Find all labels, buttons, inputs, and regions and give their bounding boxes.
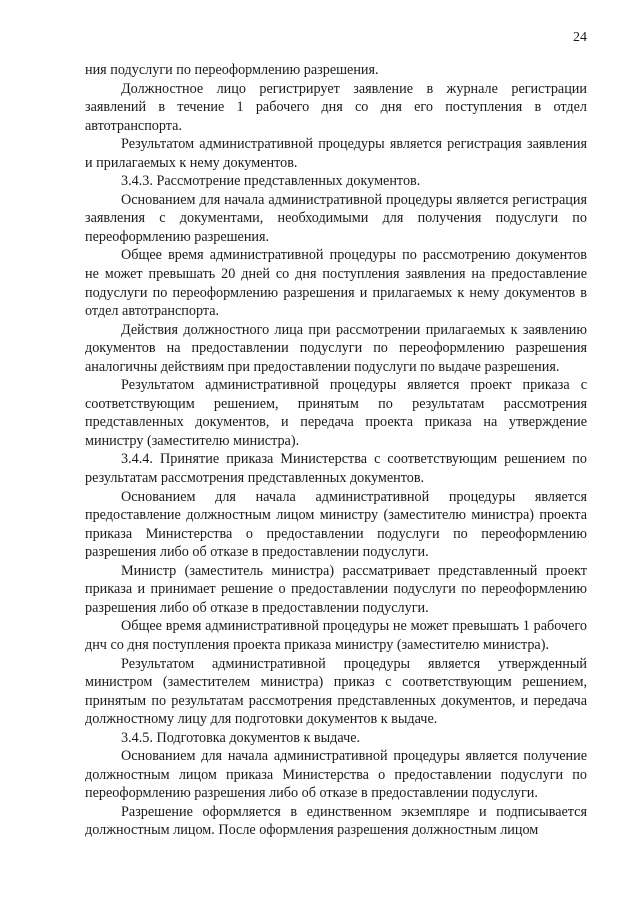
paragraph: Основанием для начала административной процедуры является предоставление должностным лицом министру (заместителю министра) проекта приказа Министерства о предоставлении подуслуги по переоформлению разрешения либо об отказе в предоставлении подуслуги.	[85, 488, 587, 561]
section-heading-3-4-5: 3.4.5. Подготовка документов к выдаче.	[121, 729, 361, 746]
paragraph: Должностное лицо регистрирует заявление в журнале регистрации заявлений в течение 1 рабочего дня со дня его поступления в отдел автотранспорта.	[85, 80, 587, 134]
paragraph: Общее время административной процедуры по рассмотрению документов не может превышать 20 дней со дня поступления заявления на предоставление подуслуги по переоформлению разрешения и прилагаемых к нему документов в отдел автотранспорта.	[85, 247, 587, 320]
paragraph: Результатом административной процедуры является утвержденный министром (заместителем министра) приказ с соответствующим решением, принятым по результатам рассмотрения представленных документов, и передача должностному лицу для подготовки документов к выдаче.	[85, 655, 587, 728]
section-heading-3-4-3: 3.4.3. Рассмотрение представленных документов.	[121, 173, 421, 190]
page-number: 24	[573, 30, 587, 45]
paragraph: Действия должностного лица при рассмотрении прилагаемых к заявлению документов на предоставлении подуслуги по переоформлению разрешения аналогичны действиям при предоставлении подуслуги по выдаче разрешения.	[85, 321, 587, 375]
paragraph: Общее время административной процедуры не может превышать 1 рабочего днч со дня поступления проекта приказа министру (заместителю министра).	[85, 618, 587, 653]
paragraph: Основанием для начала административной процедуры является получение должностным лицом приказа Министерства о предоставлении подуслуги по переоформлению разрешения либо об отказе в предоставлении подуслуги.	[85, 748, 587, 802]
paragraph: Результатом административной процедуры является регистрация заявления и прилагаемых к нему документов.	[85, 136, 587, 171]
paragraph: Основанием для начала административной процедуры является регистрация заявления с документами, необходимыми для получения подуслуги по переоформлению разрешения.	[85, 191, 587, 245]
paragraph-continuation: ния подуслуги по переоформлению разрешения.	[85, 62, 379, 78]
paragraph: Разрешение оформляется в единственном экземпляре и подписывается должностным лицом. После оформления разрешения должностным лицом	[85, 803, 587, 839]
document-body	[85, 61, 587, 840]
paragraph: Министр (заместитель министра) рассматривает представленный проект приказа и принимает решение о предоставлении подуслуги по переоформлению разрешения либо об отказе в предоставлении подуслуги.	[85, 562, 587, 616]
paragraph: Результатом административной процедуры является проект приказа с соответствующим решением, принятым по результатам рассмотрения представленных документов, и передача проекта приказа на утверждение министру (заместителю министра).	[85, 377, 587, 449]
section-heading-3-4-4: 3.4.4. Принятие приказа Министерства с соответствующим решением по результатам рассмотрения представленных документов.	[85, 451, 587, 487]
